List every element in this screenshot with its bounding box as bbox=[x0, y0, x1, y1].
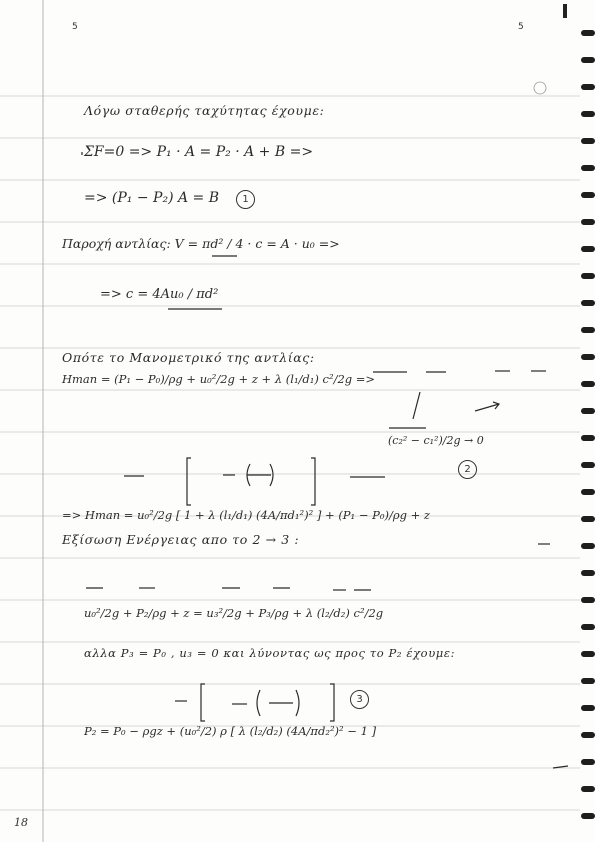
equation-pump-head: Hman = (P₁ − P₀)/ρg + u₀²/2g + z + λ (l₁/d₁) c²/2g => bbox=[62, 372, 376, 386]
equation-force-balance: ΣF=0 => P₁ · A = P₂ · A + B => bbox=[84, 144, 314, 160]
equation-ref-2: 2 bbox=[458, 460, 477, 479]
punch-hole-mark bbox=[534, 82, 546, 94]
equation-energy-balance: u₀²/2g + P₂/ρg + z = u₃²/2g + P₃/ρg + λ (l₂/d₂) c²/2g bbox=[84, 606, 384, 620]
equation-pump-head-final: => Hman = u₀²/2g [ 1 + λ (l₁/d₁) (4A/πd₁²)² ] + (P₁ − P₀)/ρg + z bbox=[62, 508, 430, 522]
spiral-binding bbox=[581, 30, 595, 819]
equation-pump-flow: Παροχή αντλίας: V = πd² / 4 · c = A · u₀ => bbox=[62, 236, 340, 251]
binding-clip bbox=[563, 4, 567, 18]
page-number-right: 5 bbox=[518, 22, 524, 32]
line-boundary-conditions: αλλα P₃ = P₀ , u₃ = 0 και λύνοντας ως προς το P₂ έχουμε: bbox=[84, 646, 456, 660]
equation-ref-3: 3 bbox=[350, 690, 369, 709]
equation-p2-solution: P₂ = P₀ − ρgz + (u₀²/2) ρ [ λ (l₂/d₂) (4A/πd₂²)² − 1 ] bbox=[84, 724, 377, 738]
equation-pressure-difference: => (P₁ − P₂) A = B bbox=[84, 190, 220, 206]
equation-velocity-c: => c = 4Au₀ / πd² bbox=[100, 287, 219, 302]
equation-ref-1: 1 bbox=[236, 190, 255, 209]
line-pump-head-intro: Οπότε το Μανομετρικό της αντλίας: bbox=[62, 350, 315, 365]
page-number-left: 5 bbox=[72, 22, 78, 32]
line-constant-velocity: Λόγω σταθερής ταχύτητας έχουμε: bbox=[84, 103, 325, 118]
note-velocity-term-zero: (c₂² − c₁²)/2g → 0 bbox=[388, 434, 484, 447]
line-energy-equation-intro: Εξίσωση Ενέργειας απο το 2 → 3 : bbox=[62, 532, 300, 547]
footer-page-number: 18 bbox=[14, 816, 28, 829]
